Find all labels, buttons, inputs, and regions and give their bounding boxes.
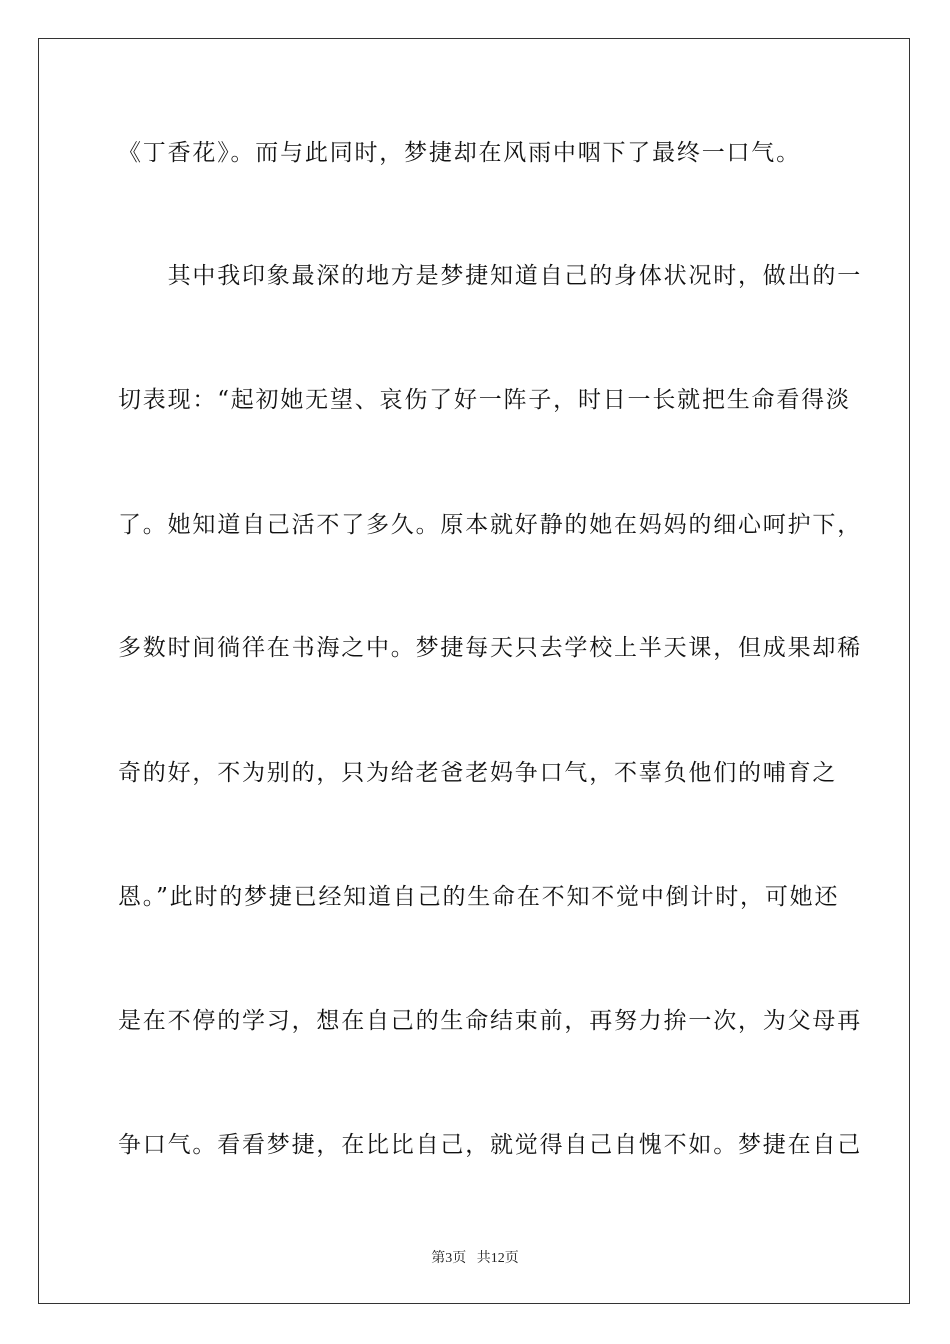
body-line-2: 其中我印象最深的地方是梦捷知道自己的身体状况时，做出的一 [118, 263, 862, 289]
body-line-7: 恩。”此时的梦捷已经知道自己的生命在不知不觉中倒计时，可她还 [118, 884, 840, 910]
body-line-4: 了。她知道自己活不了多久。原本就好静的她在妈妈的细心呵护下， [118, 512, 862, 538]
body-line-5: 多数时间徜徉在书海之中。梦捷每天只去学校上半天课，但成果却稀 [118, 635, 862, 661]
body-line-9: 争口气。看看梦捷，在比比自己，就觉得自己自愧不如。梦捷在自己 [118, 1132, 862, 1158]
body-line-6: 奇的好，不为别的，只为给老爸老妈争口气，不辜负他们的哺育之 [118, 760, 838, 786]
body-line-3: 切表现：“起初她无望、哀伤了好一阵子，时日一长就把生命看得淡 [118, 387, 851, 413]
page-border [38, 38, 910, 1304]
page-number: 第3页 [431, 1251, 467, 1266]
body-line-1: 《丁香花》。而与此同时，梦捷却在风雨中咽下了最终一口气。 [118, 140, 801, 166]
body-line-8: 是在不停的学习，想在自己的生命结束前，再努力拚一次，为父母再 [118, 1008, 862, 1034]
page-total: 共12页 [476, 1251, 519, 1266]
page-footer [0, 1247, 950, 1267]
